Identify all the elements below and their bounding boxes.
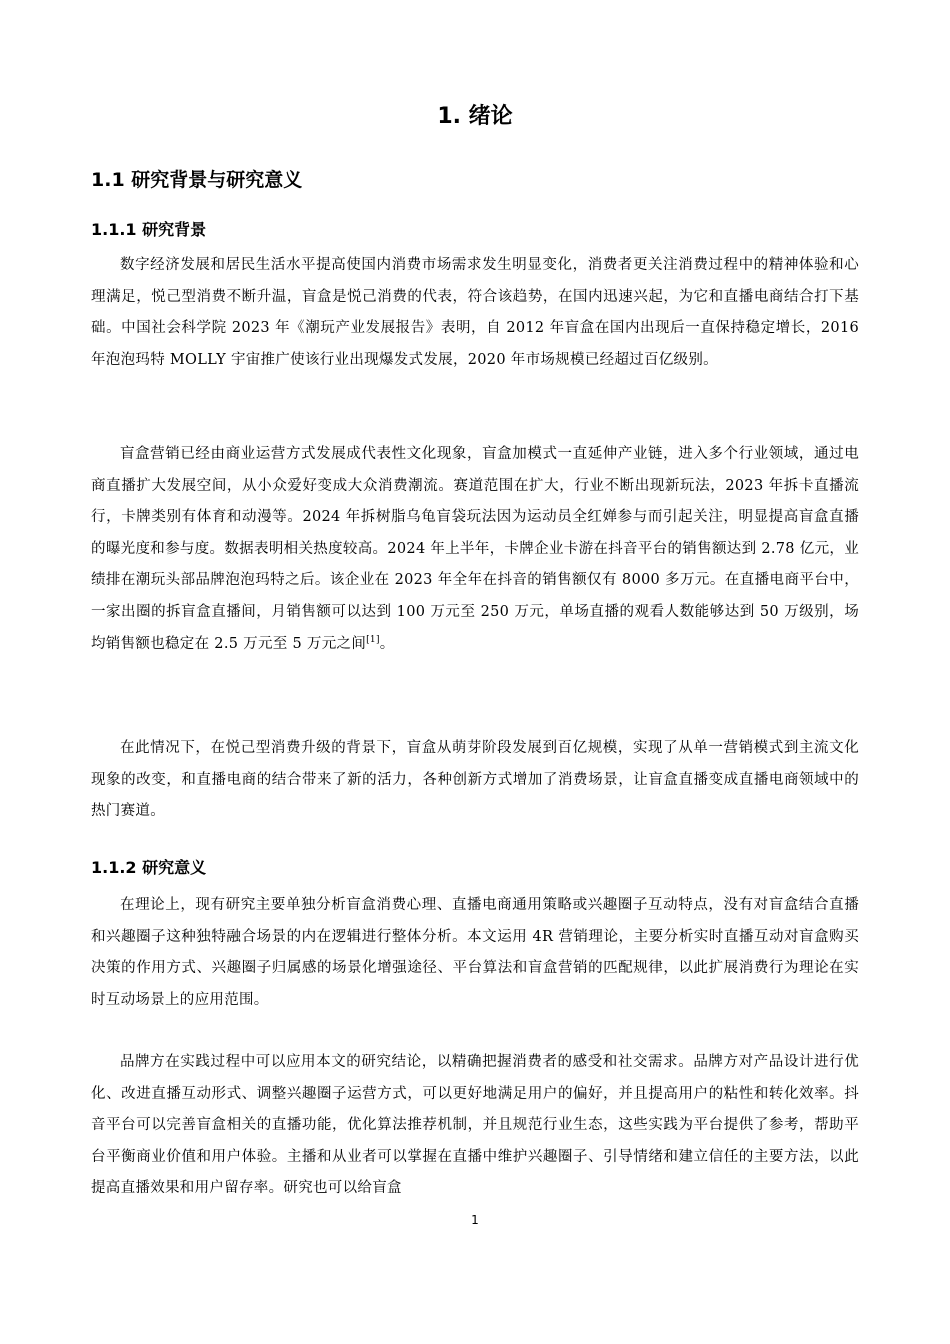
- paragraph-background-1: 数字经济发展和居民生活水平提高使国内消费市场需求发生明显变化，消费者更关注消费过程中的精神体验和心理满足，悦己型消费不断升温，盲盒是悦己消费的代表，符合该趋势，在国内迅速兴起，为它和直播电商结合打下基础。中国社会科学院 2023 年《潮玩产业发展报告》表明，自 2012 年盲盒在国内出现后一直保持稳定增长，2016 年泡泡玛特 MOLLY 宇宙推广使该行业出现爆发式发展，2020 年市场规模已经超过百亿级别。: [91, 257, 859, 368]
- citation-marker: [1]: [366, 634, 380, 645]
- section-title: 1.1 研究背景与研究意义: [91, 169, 303, 191]
- paragraph-significance-2: 品牌方在实践过程中可以应用本文的研究结论，以精确把握消费者的感受和社交需求。品牌方对产品设计进行优化、改进直播互动形式、调整兴趣圈子运营方式，可以更好地满足用户的偏好，并且提高用户的粘性和转化效率。抖音平台可以完善盲盒相关的直播功能，优化算法推荐机制，并且规范行业生态，这些实践为平台提供了参考，帮助平台平衡商业价值和用户体验。主播和从业者可以掌握在直播中维护兴趣圈子、引导情绪和建立信任的主要方法，以此提高直播效果和用户留存率。研究也可以给盲盒: [91, 1054, 859, 1197]
- paragraph-background-2: [91, 439, 859, 660]
- paragraph-background-2-tail: 。: [379, 635, 395, 652]
- paragraph-significance-1: 在理论上，现有研究主要单独分析盲盒消费心理、直播电商通用策略或兴趣圈子互动特点，没有对盲盒结合直播和兴趣圈子这种独特融合场景的内在逻辑进行整体分析。本文运用 4R 营销理论，主要分析实时直播互动对盲盒购买决策的作用方式、兴趣圈子归属感的场景化增强途径、平台算法和盲盒营销的匹配规律，以此扩展消费行为理论在实时互动场景上的应用范围。: [91, 897, 859, 1008]
- paragraph-background-2-text: 盲盒营销已经由商业运营方式发展成代表性文化现象，盲盒加模式一直延伸产业链，进入多个行业领域，通过电商直播扩大发展空间，从小众爱好变成大众消费潮流。赛道范围在扩大，行业不断出现新玩法，2023 年拆卡直播流行，卡牌类别有体育和动漫等。2024 年拆树脂乌龟盲袋玩法因为运动员全红婵参与而引起关注，明显提高盲盒直播的曝光度和参与度。数据表明相关热度较高。2024 年上半年，卡牌企业卡游在抖音平台的销售额达到 2.78 亿元，业绩排在潮玩头部品牌泡泡玛特之后。该企业在 2023 年全年在抖音的销售额仅有 8000 多万元。在直播电商平台中，一家出圈的拆盲盒直播间，月销售额可以达到 100 万元至 250 万元，单场直播的观看人数能够达到 50 万级别，场均销售额也稳定在 2.5 万元至 5 万元之间: [91, 446, 859, 652]
- paragraph-background-3: 在此情况下，在悦己型消费升级的背景下，盲盒从萌芽阶段发展到百亿规模，实现了从单一营销模式到主流文化现象的改变，和直播电商的结合带来了新的活力，各种创新方式增加了消费场景，让盲盒直播变成直播电商领域中的热门赛道。: [91, 740, 859, 820]
- chapter-title: 1. 绪论: [437, 104, 513, 129]
- subsection-title-background: 1.1.1 研究背景: [91, 220, 207, 239]
- subsection-title-significance: 1.1.2 研究意义: [91, 858, 207, 877]
- page-number: 1: [471, 1213, 479, 1227]
